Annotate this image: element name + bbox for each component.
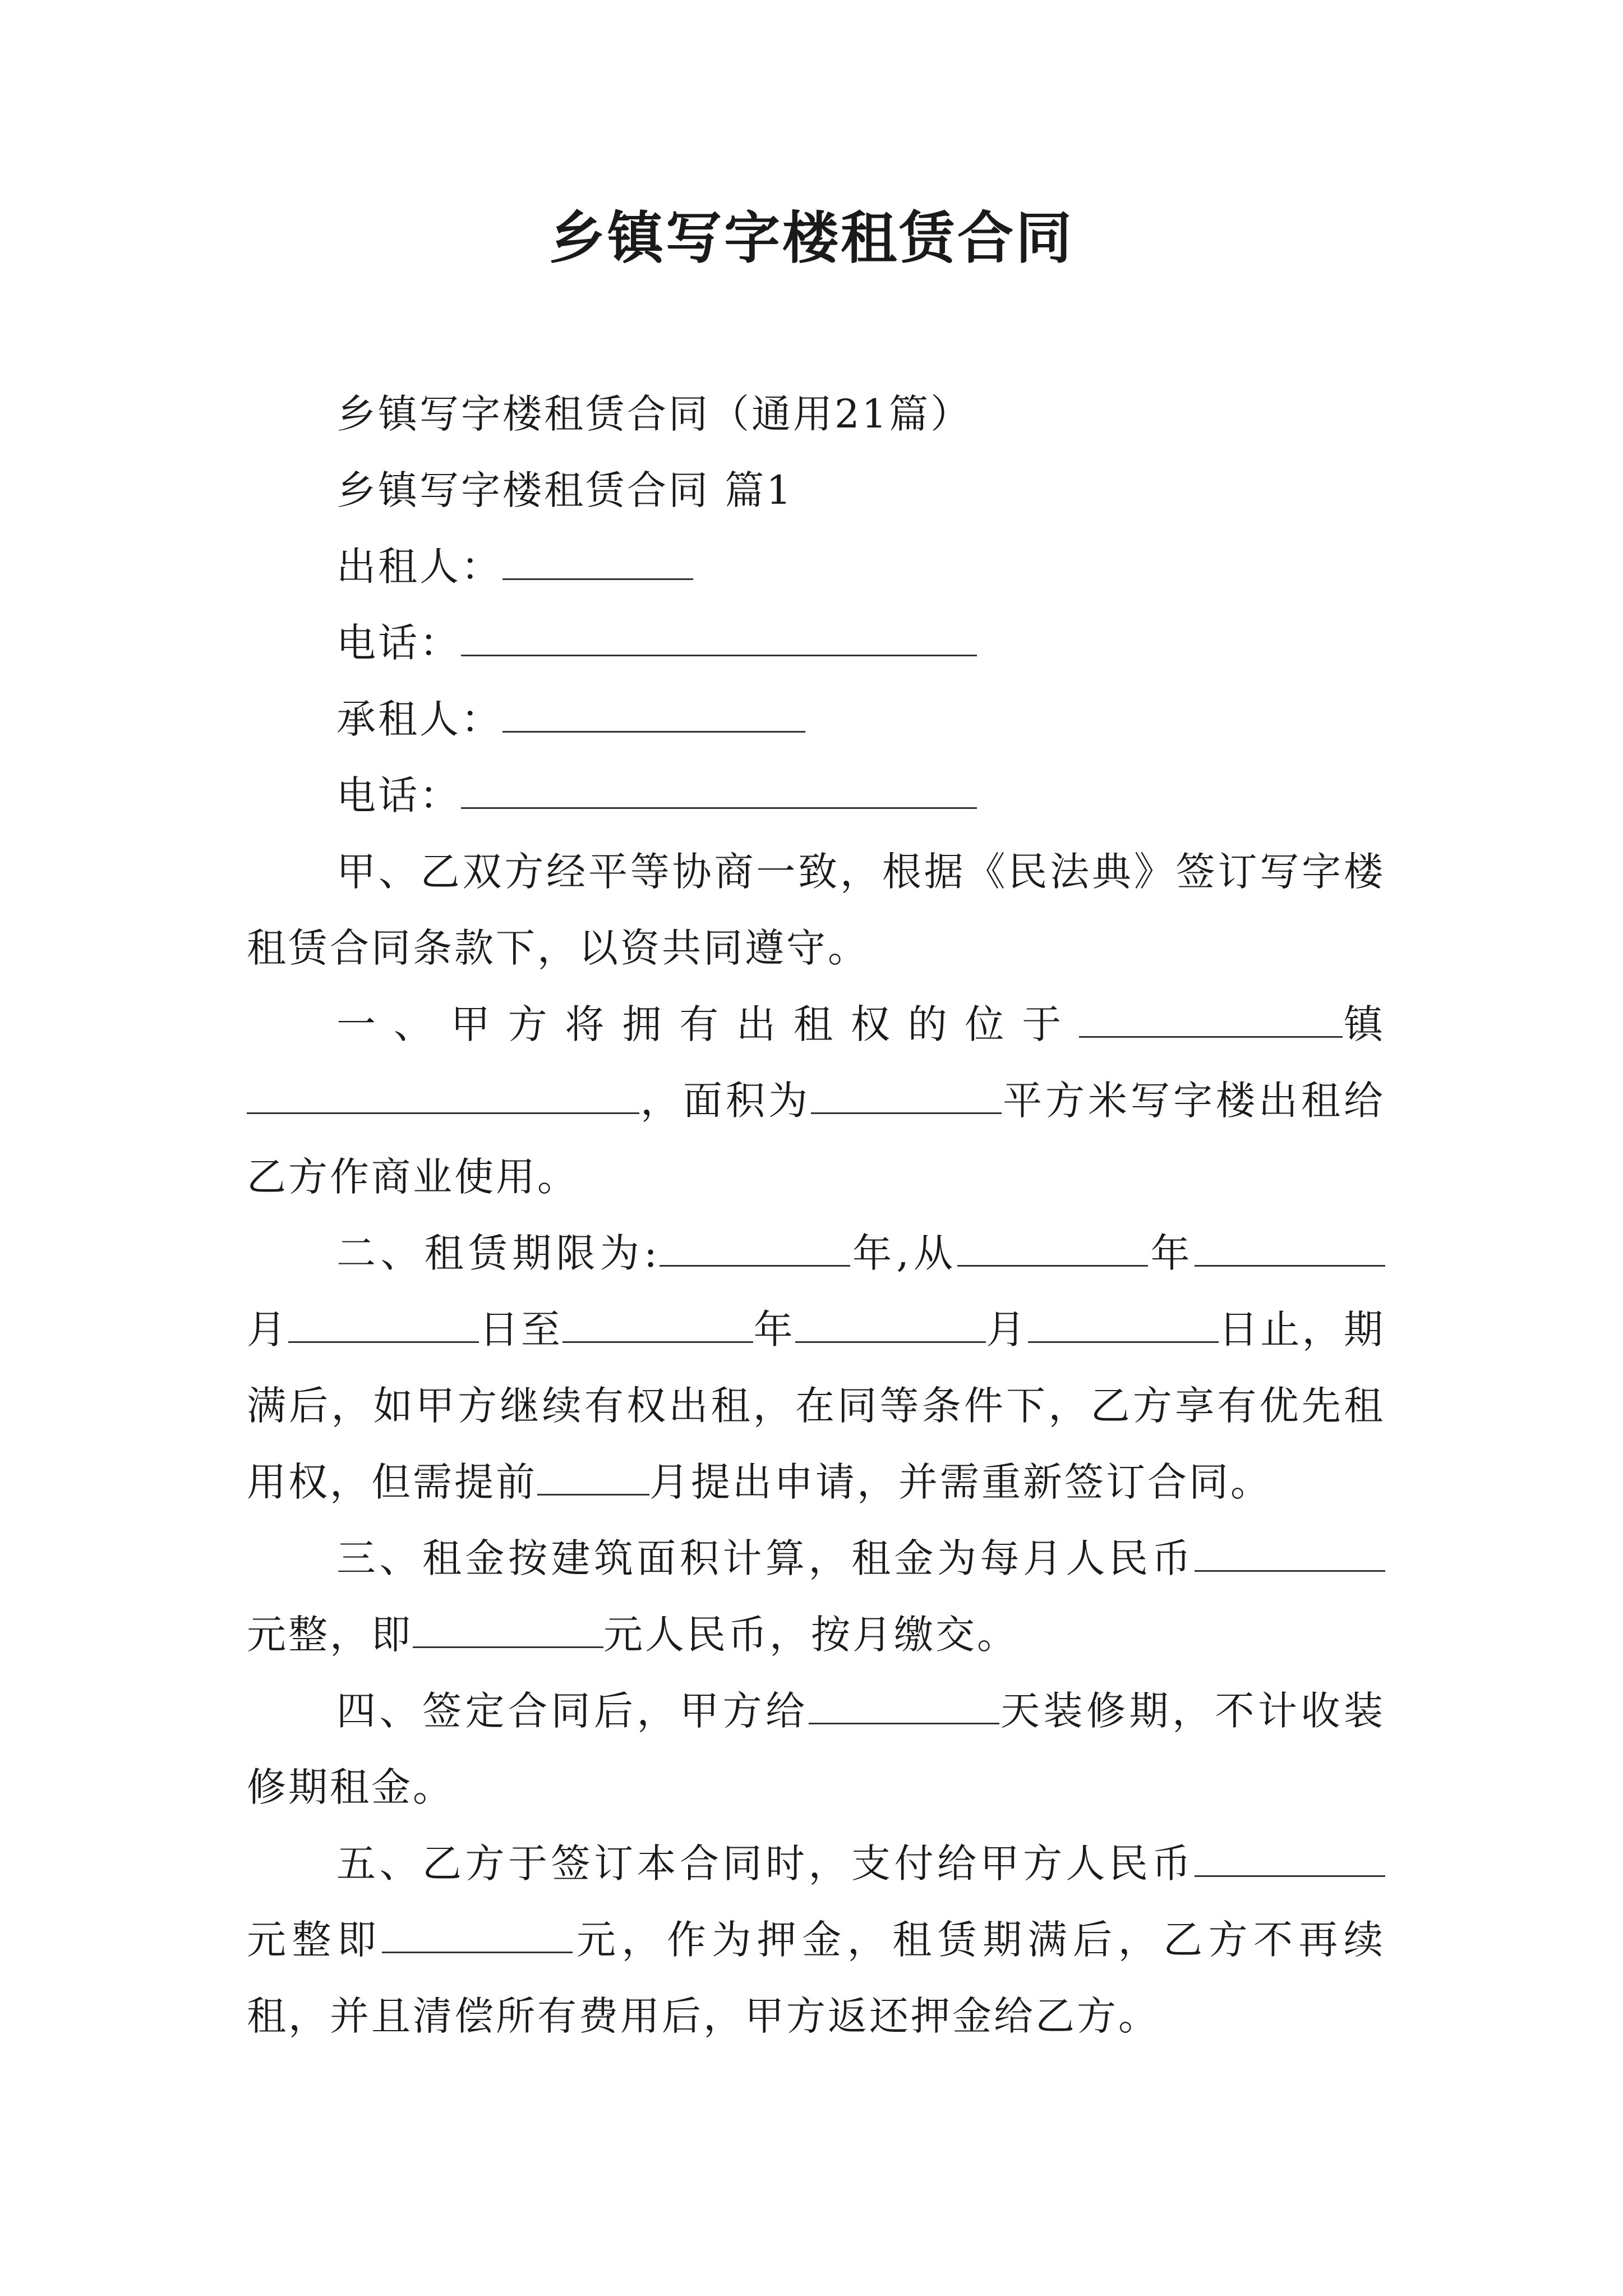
clause-3-blank-rent-number (413, 1613, 603, 1648)
lessor-blank (502, 545, 693, 580)
clause-2-text-g: 月 (986, 1306, 1028, 1352)
clause-3-text-b: 元整，即 (247, 1612, 413, 1658)
clause-5-text-a: 五、乙方于签订本合同时，支付给甲方人民币 (336, 1841, 1195, 1887)
clause-3-text-c: 元人民币，按月缴交。 (603, 1612, 1018, 1658)
clause-2-blank-notice (537, 1460, 649, 1496)
lessor-line (247, 528, 1385, 605)
phone2-label: 电话： (336, 772, 461, 818)
clause-2-text-e: 日至 (479, 1306, 563, 1352)
phone1-line (247, 605, 1385, 681)
clause-1-text-c: ，面积为 (639, 1078, 811, 1124)
clause-2-blank-start-month-pre (1195, 1231, 1385, 1267)
clause-3 (247, 1520, 1385, 1673)
clause-5-text-c: 元，作为押金，租赁期满后，乙方不再续租，并且清偿所有费用后，甲方返还押金给乙方。 (247, 1917, 1386, 2039)
phone2-blank (461, 774, 977, 809)
clause-2-text-f: 年 (753, 1306, 796, 1352)
document-title: 乡镇写字楼租赁合同 (549, 205, 1074, 271)
phone1-blank (461, 621, 977, 656)
lessee-label: 承租人： (336, 696, 502, 742)
clause-1-blank-address (247, 1079, 639, 1114)
clause-2-text-d: 月 (247, 1306, 289, 1352)
clause-5-text-b: 元整即 (247, 1917, 382, 1963)
subtitle-text: 乡镇写字楼租赁合同（通用21篇） (336, 391, 972, 437)
clause-5-blank-deposit-number (382, 1918, 573, 1953)
clause-2-text-a: 二、租赁期限为: (336, 1230, 660, 1276)
section-text: 乡镇写字楼租赁合同 篇1 (336, 467, 794, 513)
clause-4-blank-days (809, 1689, 999, 1724)
clause-2-text-h: 日止，期满后，如甲方继续有权出租，在同等条件下，乙方享有优先租用权，但需提前 (247, 1306, 1386, 1505)
lessee-blank (502, 697, 805, 733)
document-body (247, 376, 1385, 2054)
phone1-label: 电话： (336, 620, 461, 666)
phone2-line (247, 757, 1385, 834)
clause-2-blank-start-day (288, 1308, 479, 1343)
clause-1-blank-area (811, 1079, 1002, 1114)
intro-paragraph: 甲、乙双方经平等协商一致，根据《民法典》签订写字楼租赁合同条款下，以资共同遵守。 (247, 849, 1385, 971)
clause-4-text-b: 天装修期，不计收装修期租金。 (247, 1688, 1385, 1810)
clause-2-blank-end-day (1028, 1308, 1219, 1343)
subtitle-line (247, 376, 1385, 452)
lessee-line (247, 681, 1385, 757)
clause-1-blank-location (1079, 1002, 1343, 1038)
clause-1-text-a: 一、甲方将拥有出租权的位于 (336, 1001, 1080, 1047)
clause-2-blank-start-year (957, 1231, 1148, 1267)
clause-2-text-i: 月提出申请，并需重新签订合同。 (649, 1459, 1272, 1505)
clause-3-blank-rent-upper (1195, 1536, 1385, 1572)
clause-1-text-d: 平方米写字楼出租给乙方作商业使用。 (247, 1078, 1385, 1200)
clause-2-blank-end-month (795, 1308, 986, 1343)
clause-1 (247, 986, 1385, 1215)
clause-2-text-b: 年,从 (850, 1230, 958, 1276)
clause-2-blank-end-year (562, 1308, 753, 1343)
clause-5 (247, 1825, 1385, 2054)
clause-5-blank-deposit-upper (1195, 1842, 1385, 1877)
lessor-label: 出租人： (336, 544, 502, 590)
section-line (247, 452, 1385, 528)
clause-4 (247, 1673, 1385, 1825)
clause-2 (247, 1215, 1385, 1520)
clause-4-text-a: 四、签定合同后，甲方给 (336, 1688, 809, 1734)
clause-1-text-b: 镇 (1343, 1001, 1386, 1047)
clause-3-text-a: 三、租金按建筑面积计算，租金为每月人民币 (336, 1535, 1195, 1581)
clause-2-text-c: 年 (1148, 1230, 1195, 1276)
clause-2-blank-years (660, 1231, 850, 1267)
